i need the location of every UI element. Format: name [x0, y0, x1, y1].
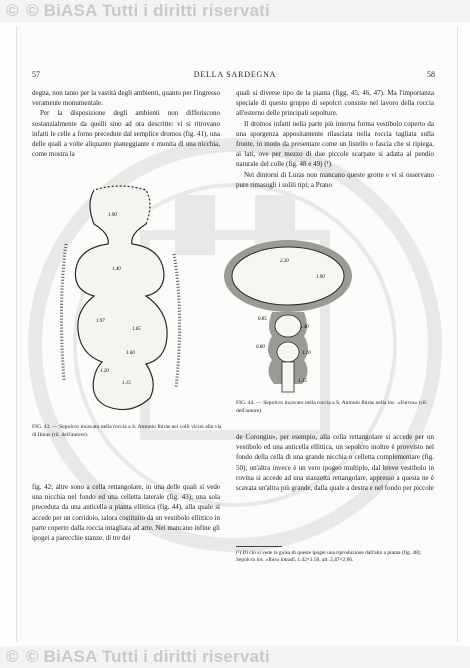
paragraph: degna, non tanto per la vastità degli ambienti, quanto per l'ingresso veramente monumentale. [32, 89, 220, 108]
watermark-banner-top [0, 0, 470, 22]
running-title: DELLA SARDEGNA [193, 70, 277, 79]
copyright-icon: © [6, 1, 19, 20]
paragraph: Nei dintorni di Luras non mancano queste grotte e vi si osservano pure rimasugli i soliti tipi; a Prano [236, 170, 434, 189]
paragraph: fig. 42; altre sono a cella rettangolare, in una delle quali si vede una nicchia nel fondo ed una celletta laterale (fig. 43); una sola preceduta da una anticella a pianta ellittica (fig. 44), alla quale si accede per un corridoio, talora costituito da un vestibolo ellittico in parte coperto dalla roccia intagliata ad arte. Nei mancano infine gli ipogei a parecchie stanze, di tre dei [32, 483, 220, 543]
figure-44-caption: FIG. 44. — Sepolcro incavato nella roccia a S. Antonio Ibiras nella loc. «Furros» (ril. dell'autore). [236, 400, 428, 414]
dimension-label: 1.90 [316, 275, 325, 280]
left-column-top [32, 88, 220, 159]
dimension-label: 1.40 [300, 325, 309, 330]
watermark-text-top: © BiASA Tutti i diritti riservati [26, 1, 270, 20]
page-number-left: 57 [32, 70, 40, 79]
paragraph: de Corongiu», per esempio, alla cella rettangolare si accede per un vestibolo ed una anticella ellittica, un sepolcro inoltre è provvisto nel fondo della cella di una grande nicchia o celletta complementare (fig. 50); un'altra invece è un vero ipogeo multiplo, dal breve vestibolo in rovina si accede ad una stanzetta rettangolare, appresso a questa ne è scavata un'altra più grande, dalla quale a destra e nel fondo per piccole [236, 433, 434, 493]
dimension-label: 1.10 [302, 351, 311, 356]
dimension-label: 1.65 [132, 327, 141, 332]
paragraph: Il dromos infatti nella parte più interna forma vestibolo coperto da una sporgenza appositamente rilasciata nella roccia tagliata sulla fronte, in modo da presentare come un listello o fascia che si ripiega, ai lati, ove per mezzo di due piccole scarpate si adatta al pendio naturale del colle (fig. 48 e 49) (¹). [236, 119, 434, 169]
paragraph: Per la disposizione degli ambienti non differiscono sostanzialmente da quelli sino ad ora descritte: vi si ritrovano infatti le celle a forno precedute dal semplice dromos (fig. 41), una delle quali a volte aliquanto pianeggiante e munita di una nicchia, come mostra la [32, 109, 220, 159]
left-column-bottom [32, 482, 220, 543]
right-column-top [236, 88, 434, 190]
dimension-label: 1.97 [96, 319, 105, 324]
dimension-label: 0.85 [258, 317, 267, 322]
tomb-plan-figure-43 [50, 184, 190, 420]
footnote-rule [236, 546, 282, 547]
dimension-label: 1.20 [100, 369, 109, 374]
right-column-bottom [236, 432, 434, 493]
page-number-right: 58 [427, 70, 435, 79]
dimension-label: 2.30 [280, 259, 289, 264]
footnote: (¹) Di ciò si vede la guisa di queste ipogei una riproduzione dall'alto a pianta (fig. 48); Sepolcro loc. «Ibis» intradi, 1.42×1.50, alt. 2,47×2,66. [236, 550, 422, 563]
tomb-plan-figure-44 [216, 232, 362, 398]
watermark-text-bottom: © BiASA Tutti i diritti riservati [26, 647, 270, 666]
dimension-label: 1.90 [108, 213, 117, 218]
paragraph: quali si diverse tipo de la pianta (figg. 45, 46, 47). Ma l'importanza speciale di questo gruppo di sepolcri consiste nel lavoro della roccia all'esterno delle principali sepolture. [236, 89, 434, 118]
dimension-label: 1.40 [112, 267, 121, 272]
dimension-label: 0.80 [256, 345, 265, 350]
figure-43-caption: FIG. 43. — Sepolcro incavato nella roccia a S. Antonio Ibiras nei colli vicini alla via di Ibiras (ril. dell'autore). [32, 424, 222, 438]
dimension-label: 1.60 [126, 351, 135, 356]
copyright-icon: © [6, 647, 19, 666]
dimension-label: 1.15 [122, 381, 131, 386]
dimension-label: 1.35 [298, 379, 307, 384]
watermark-banner-bottom [0, 646, 470, 668]
